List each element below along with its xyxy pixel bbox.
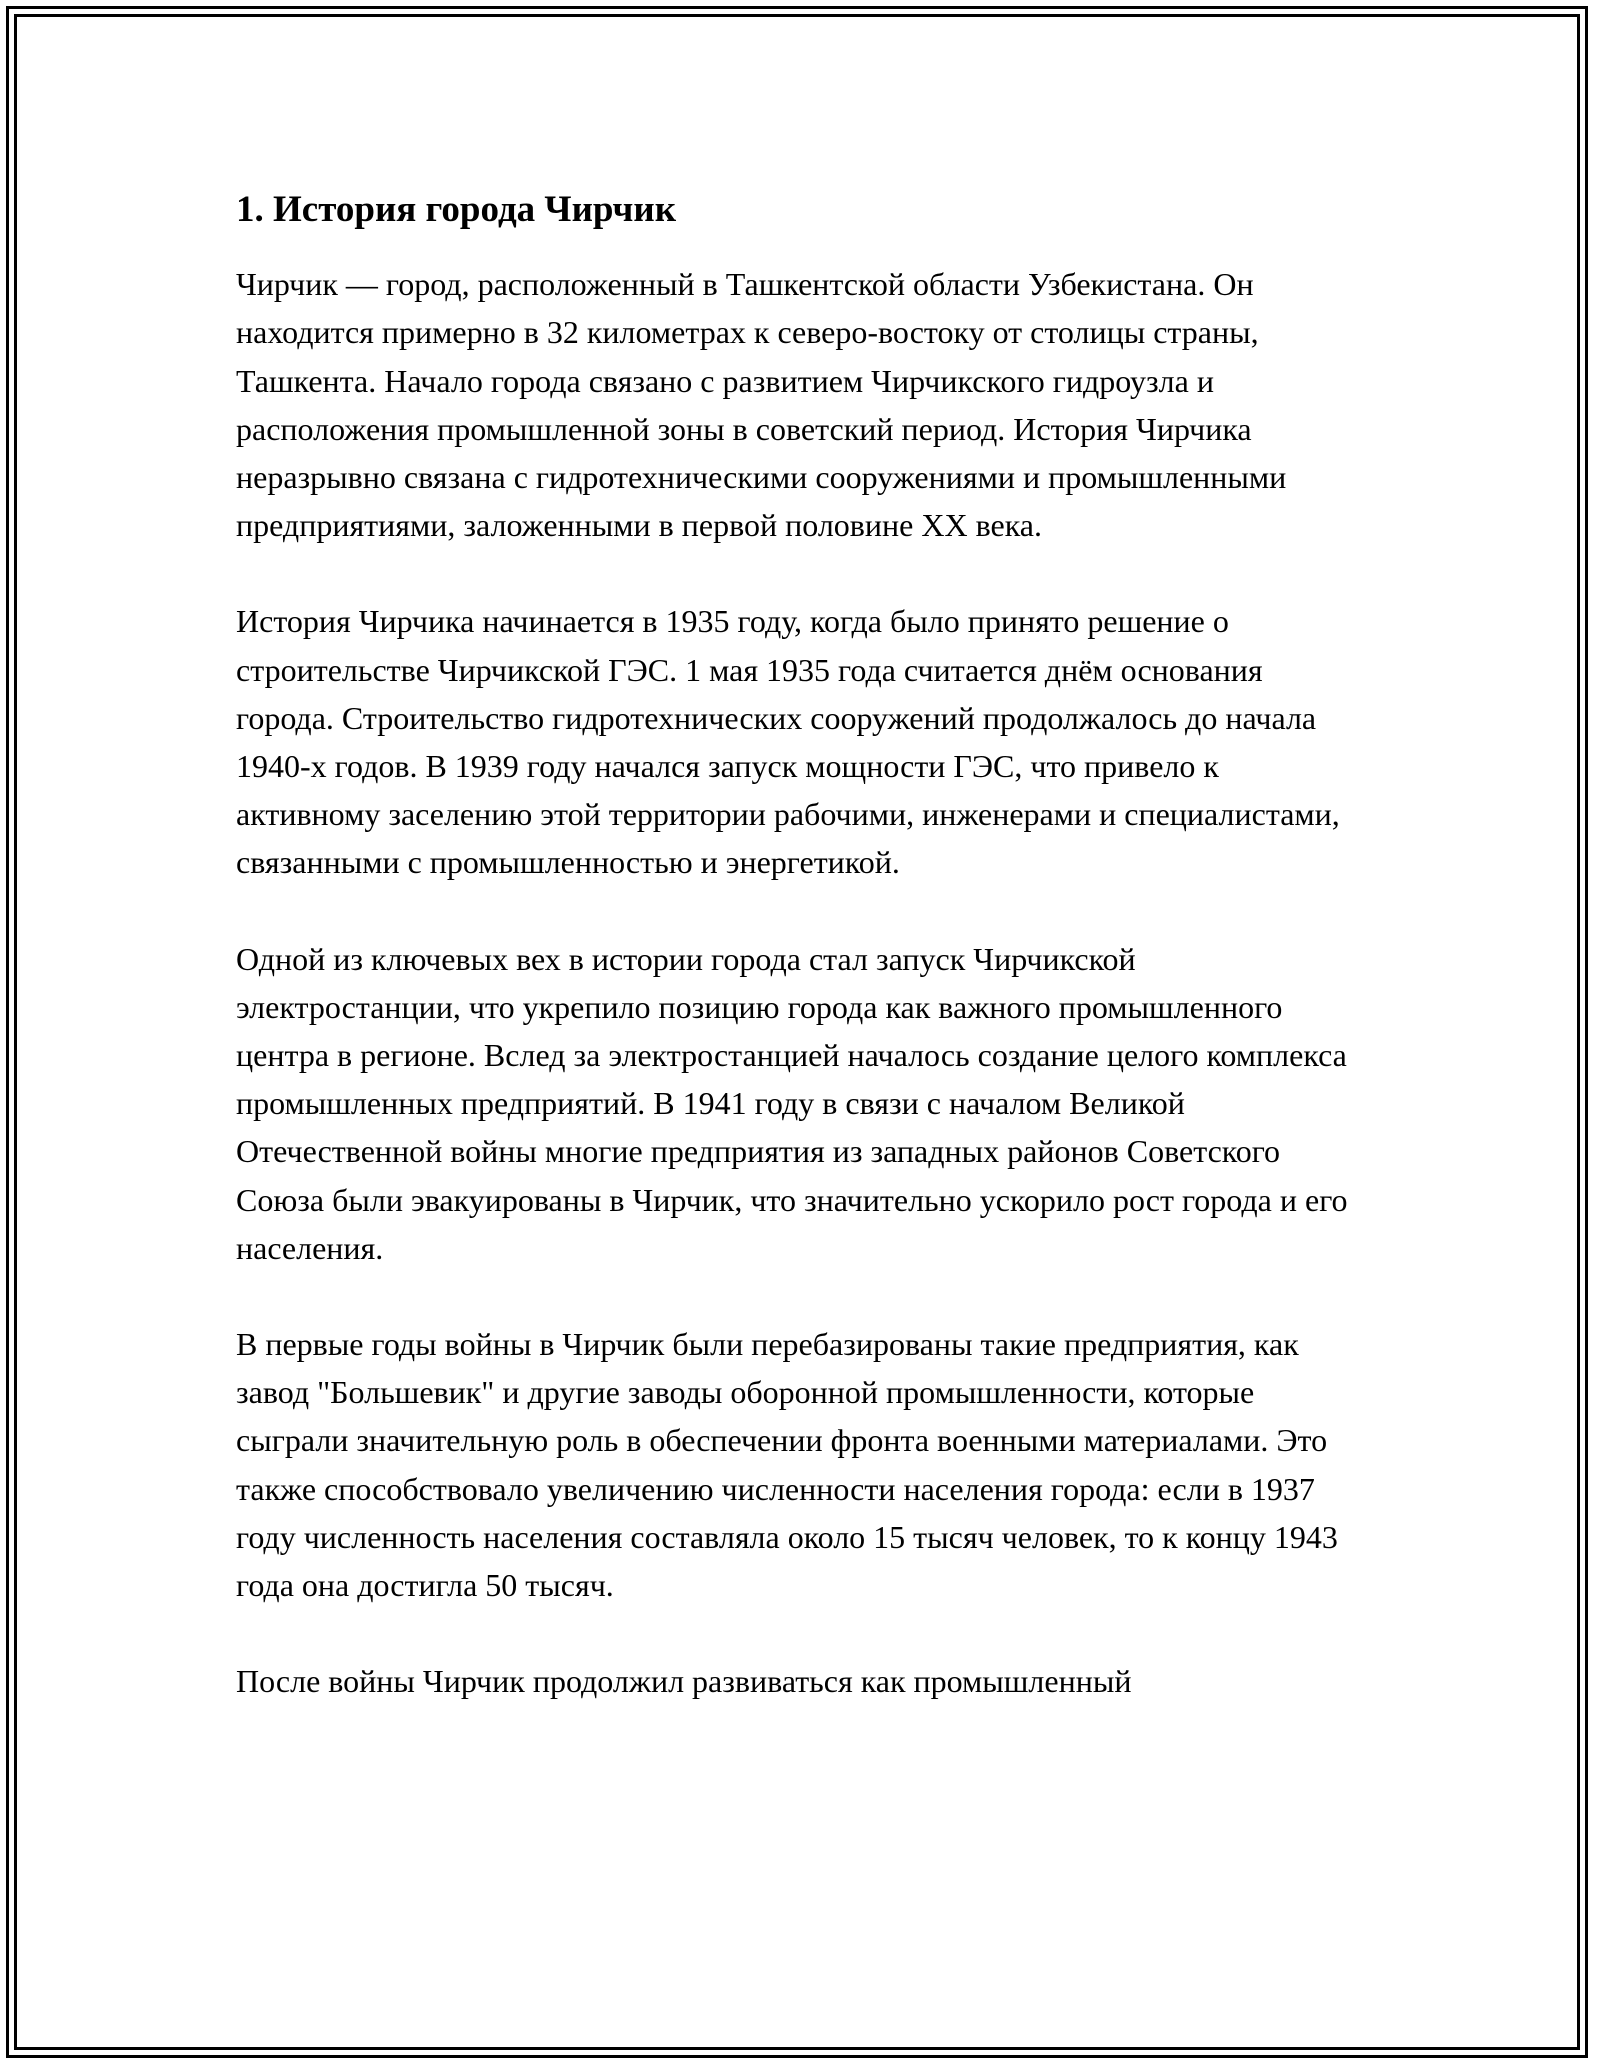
section-heading: 1. История города Чирчик	[236, 189, 677, 230]
paragraph-5: После войны Чирчик продолжил развиваться как промышленный	[236, 1663, 1132, 1700]
paragraph-2: История Чирчика начинается в 1935 году, когда было принято решение о строительстве Чирчикской ГЭС. 1 мая 1935 года считается днём основания города. Строительство гидротехнических сооружений продолжалось до начала 1940-х годов. В 1939 году начался запуск мощности ГЭС, что привело к активному заселению этой территории рабочими, инженерами и специалистами, связанными с промышленностью и энергетикой.	[236, 603, 1340, 881]
document-body	[236, 186, 1366, 1753]
paragraph-1: Чирчик — город, расположенный в Ташкентской области Узбекистана. Он находится примерно в 32 километрах к северо-востоку от столицы страны, Ташкента. Начало города связано с развитием Чирчикского гидроузла и расположения промышленной зоны в советский период. История Чирчика неразрывно связана с гидротехническими сооружениями и промышленными предприятиями, заложенными в первой половине XX века.	[236, 266, 1287, 544]
paragraph-4: В первые годы войны в Чирчик были перебазированы такие предприятия, как завод "Большевик" и другие заводы оборонной промышленности, которые сыграли значительную роль в обеспечении фронта военными материалами. Это также способствовало увеличению численности населения города: если в 1937 году численность населения составляла около 15 тысяч человек, то к концу 1943 года она достигла 50 тысяч.	[236, 1325, 1338, 1603]
paragraph-3: Одной из ключевых вех в истории города стал запуск Чирчикской электростанции, что укрепило позицию города как важного промышленного центра в регионе. Вслед за электростанцией началось создание целого комплекса промышленных предприятий. В 1941 году в связи с началом Великой Отечественной войны многие предприятия из западных районов Советского Союза были эвакуированы в Чирчик, что значительно ускорило рост города и его населения.	[236, 940, 1348, 1266]
